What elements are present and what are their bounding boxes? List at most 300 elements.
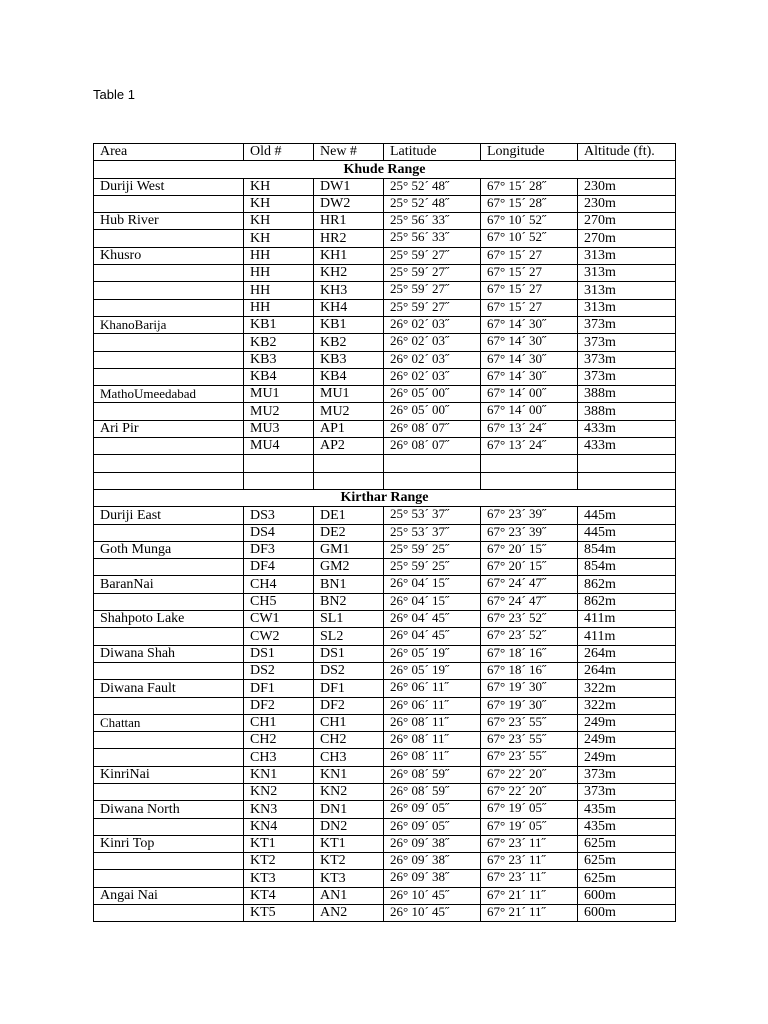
table-row bbox=[94, 282, 676, 299]
table-row bbox=[94, 195, 676, 212]
cell-latitude: 26° 10´ 45˝ bbox=[384, 887, 481, 904]
cell-altitude: 862m bbox=[578, 593, 676, 610]
cell-area: Goth Munga bbox=[94, 541, 244, 558]
cell-area bbox=[94, 662, 244, 679]
cell-area bbox=[94, 334, 244, 351]
cell-altitude: 249m bbox=[578, 732, 676, 749]
cell-latitude: 26° 04´ 45˝ bbox=[384, 611, 481, 628]
cell-latitude: 26° 08´ 11˝ bbox=[384, 732, 481, 749]
cell-longitude: 67° 23´ 52˝ bbox=[481, 611, 578, 628]
cell-area: Khusro bbox=[94, 247, 244, 264]
section-header-row bbox=[94, 161, 676, 178]
cell-old-number: MU3 bbox=[244, 420, 314, 437]
cell-area: Duriji East bbox=[94, 507, 244, 524]
cell-longitude: 67° 14´ 30˝ bbox=[481, 316, 578, 333]
section-title: Kirthar Range bbox=[94, 489, 676, 506]
cell-altitude: 388m bbox=[578, 403, 676, 420]
cell-new-number: KH3 bbox=[314, 282, 384, 299]
cell-old-number: KT4 bbox=[244, 887, 314, 904]
cell-old-number: DF2 bbox=[244, 697, 314, 714]
cell-new-number: BN1 bbox=[314, 576, 384, 593]
cell-longitude: 67° 13´ 24˝ bbox=[481, 420, 578, 437]
cell-new-number: CH3 bbox=[314, 749, 384, 766]
cell-altitude: 373m bbox=[578, 316, 676, 333]
cell-old-number: KT5 bbox=[244, 905, 314, 922]
cell-longitude: 67° 23´ 52˝ bbox=[481, 628, 578, 645]
cell-longitude: 67° 24´ 47˝ bbox=[481, 593, 578, 610]
cell-latitude: 25° 53´ 37˝ bbox=[384, 524, 481, 541]
cell-new-number: KB1 bbox=[314, 316, 384, 333]
cell-new-number: KH2 bbox=[314, 265, 384, 282]
cell-old-number: KT3 bbox=[244, 870, 314, 887]
cell-old-number: KN2 bbox=[244, 783, 314, 800]
cell-area bbox=[94, 593, 244, 610]
cell-altitude: 373m bbox=[578, 766, 676, 783]
cell-longitude bbox=[481, 472, 578, 489]
cell-new-number: GM1 bbox=[314, 541, 384, 558]
cell-latitude bbox=[384, 472, 481, 489]
cell-new-number: BN2 bbox=[314, 593, 384, 610]
cell-area bbox=[94, 559, 244, 576]
table-row bbox=[94, 887, 676, 904]
cell-longitude: 67° 23´ 39˝ bbox=[481, 507, 578, 524]
cell-altitude: 433m bbox=[578, 438, 676, 455]
cell-area: KhanoBarija bbox=[94, 316, 244, 333]
cell-longitude: 67° 15´ 27 bbox=[481, 282, 578, 299]
cell-area bbox=[94, 732, 244, 749]
table-row bbox=[94, 680, 676, 697]
cell-area bbox=[94, 749, 244, 766]
cell-altitude: 230m bbox=[578, 178, 676, 195]
cell-area bbox=[94, 265, 244, 282]
cell-new-number: DS2 bbox=[314, 662, 384, 679]
cell-longitude: 67° 10´ 52˝ bbox=[481, 213, 578, 230]
table-row bbox=[94, 368, 676, 385]
cell-new-number: SL1 bbox=[314, 611, 384, 628]
cell-old-number: KH bbox=[244, 195, 314, 212]
table-row bbox=[94, 576, 676, 593]
cell-area bbox=[94, 783, 244, 800]
cell-new-number: AN1 bbox=[314, 887, 384, 904]
cell-new-number: DE2 bbox=[314, 524, 384, 541]
cell-old-number: KN1 bbox=[244, 766, 314, 783]
cell-area: Angai Nai bbox=[94, 887, 244, 904]
table-row bbox=[94, 455, 676, 472]
cell-latitude: 26° 04´ 15˝ bbox=[384, 593, 481, 610]
cell-new-number: KH4 bbox=[314, 299, 384, 316]
cell-old-number: DF3 bbox=[244, 541, 314, 558]
cell-latitude: 26° 05´ 19˝ bbox=[384, 662, 481, 679]
table-row bbox=[94, 420, 676, 437]
cell-new-number: AN2 bbox=[314, 905, 384, 922]
cell-old-number: CH1 bbox=[244, 714, 314, 731]
cell-new-number: DE1 bbox=[314, 507, 384, 524]
cell-latitude: 25° 59´ 25˝ bbox=[384, 559, 481, 576]
cell-old-number: DS4 bbox=[244, 524, 314, 541]
cell-longitude: 67° 20´ 15˝ bbox=[481, 541, 578, 558]
cell-longitude: 67° 14´ 30˝ bbox=[481, 351, 578, 368]
cell-old-number: CH4 bbox=[244, 576, 314, 593]
cell-altitude: 435m bbox=[578, 801, 676, 818]
cell-area bbox=[94, 282, 244, 299]
cell-latitude: 26° 08´ 07˝ bbox=[384, 438, 481, 455]
cell-latitude: 26° 08´ 59˝ bbox=[384, 766, 481, 783]
cell-old-number bbox=[244, 455, 314, 472]
cell-latitude bbox=[384, 455, 481, 472]
cell-altitude bbox=[578, 472, 676, 489]
cell-old-number: DS3 bbox=[244, 507, 314, 524]
cell-altitude: 411m bbox=[578, 628, 676, 645]
cell-latitude: 25° 59´ 25˝ bbox=[384, 541, 481, 558]
table-row bbox=[94, 541, 676, 558]
cell-old-number: HH bbox=[244, 247, 314, 264]
table-row bbox=[94, 870, 676, 887]
cell-latitude: 26° 04´ 15˝ bbox=[384, 576, 481, 593]
cell-altitude: 322m bbox=[578, 680, 676, 697]
cell-longitude: 67° 18´ 16˝ bbox=[481, 662, 578, 679]
cell-old-number: MU1 bbox=[244, 386, 314, 403]
cell-latitude: 26° 05´ 19˝ bbox=[384, 645, 481, 662]
cell-old-number: KB4 bbox=[244, 368, 314, 385]
cell-latitude: 26° 02´ 03˝ bbox=[384, 368, 481, 385]
cell-altitude: 322m bbox=[578, 697, 676, 714]
cell-latitude: 26° 08´ 59˝ bbox=[384, 783, 481, 800]
table-row bbox=[94, 472, 676, 489]
cell-longitude: 67° 15´ 28˝ bbox=[481, 195, 578, 212]
cell-new-number: KT3 bbox=[314, 870, 384, 887]
table-row bbox=[94, 438, 676, 455]
cell-new-number: CH2 bbox=[314, 732, 384, 749]
cell-altitude bbox=[578, 455, 676, 472]
cell-old-number: HH bbox=[244, 265, 314, 282]
table-row bbox=[94, 835, 676, 852]
cell-old-number: KT1 bbox=[244, 835, 314, 852]
cell-longitude: 67° 15´ 27 bbox=[481, 299, 578, 316]
cell-old-number: CH3 bbox=[244, 749, 314, 766]
cell-old-number: KH bbox=[244, 230, 314, 247]
cell-area: Chattan bbox=[94, 714, 244, 731]
cell-area: Diwana Fault bbox=[94, 680, 244, 697]
cell-new-number: KB4 bbox=[314, 368, 384, 385]
cell-old-number: HH bbox=[244, 282, 314, 299]
cell-latitude: 25° 52´ 48˝ bbox=[384, 195, 481, 212]
cell-altitude: 373m bbox=[578, 351, 676, 368]
cell-altitude: 373m bbox=[578, 368, 676, 385]
table-row bbox=[94, 386, 676, 403]
cell-longitude: 67° 18´ 16˝ bbox=[481, 645, 578, 662]
cell-latitude: 26° 08´ 11˝ bbox=[384, 749, 481, 766]
cell-area bbox=[94, 818, 244, 835]
cell-new-number: AP1 bbox=[314, 420, 384, 437]
cell-latitude: 25° 56´ 33˝ bbox=[384, 213, 481, 230]
cell-new-number bbox=[314, 455, 384, 472]
cell-altitude: 264m bbox=[578, 662, 676, 679]
cell-new-number bbox=[314, 472, 384, 489]
cell-new-number: KN2 bbox=[314, 783, 384, 800]
cell-area bbox=[94, 853, 244, 870]
cell-old-number: DF4 bbox=[244, 559, 314, 576]
header-longitude: Longitude bbox=[481, 144, 578, 161]
cell-longitude bbox=[481, 455, 578, 472]
cell-latitude: 26° 04´ 45˝ bbox=[384, 628, 481, 645]
cell-altitude: 270m bbox=[578, 213, 676, 230]
cell-latitude: 26° 10´ 45˝ bbox=[384, 905, 481, 922]
cell-latitude: 25° 52´ 48˝ bbox=[384, 178, 481, 195]
cell-altitude: 270m bbox=[578, 230, 676, 247]
cell-altitude: 445m bbox=[578, 507, 676, 524]
cell-latitude: 26° 05´ 00˝ bbox=[384, 386, 481, 403]
cell-new-number: MU1 bbox=[314, 386, 384, 403]
cell-latitude: 26° 09´ 05˝ bbox=[384, 801, 481, 818]
cell-old-number: KB2 bbox=[244, 334, 314, 351]
cell-altitude: 373m bbox=[578, 783, 676, 800]
table-caption: Table 1 bbox=[93, 87, 135, 102]
cell-latitude: 26° 06´ 11˝ bbox=[384, 697, 481, 714]
cell-altitude: 625m bbox=[578, 870, 676, 887]
cell-longitude: 67° 15´ 28˝ bbox=[481, 178, 578, 195]
cell-latitude: 26° 09´ 38˝ bbox=[384, 835, 481, 852]
cell-longitude: 67° 24´ 47˝ bbox=[481, 576, 578, 593]
cell-altitude: 854m bbox=[578, 541, 676, 558]
cell-area bbox=[94, 195, 244, 212]
cell-new-number: DF1 bbox=[314, 680, 384, 697]
cell-area bbox=[94, 628, 244, 645]
table-row bbox=[94, 403, 676, 420]
cell-altitude: 388m bbox=[578, 386, 676, 403]
cell-new-number: MU2 bbox=[314, 403, 384, 420]
header-altitude: Altitude (ft). bbox=[578, 144, 676, 161]
cell-area: MathoUmeedabad bbox=[94, 386, 244, 403]
table-row bbox=[94, 905, 676, 922]
cell-area: BaranNai bbox=[94, 576, 244, 593]
cell-area bbox=[94, 524, 244, 541]
cell-old-number: DS1 bbox=[244, 645, 314, 662]
sites-table bbox=[93, 143, 676, 922]
cell-altitude: 445m bbox=[578, 524, 676, 541]
table-row bbox=[94, 230, 676, 247]
cell-new-number: GM2 bbox=[314, 559, 384, 576]
header-latitude: Latitude bbox=[384, 144, 481, 161]
table-row bbox=[94, 766, 676, 783]
table-row bbox=[94, 593, 676, 610]
cell-altitude: 313m bbox=[578, 282, 676, 299]
cell-latitude: 26° 05´ 00˝ bbox=[384, 403, 481, 420]
cell-longitude: 67° 14´ 30˝ bbox=[481, 368, 578, 385]
cell-altitude: 435m bbox=[578, 818, 676, 835]
table-row bbox=[94, 732, 676, 749]
cell-altitude: 373m bbox=[578, 334, 676, 351]
cell-old-number: KB3 bbox=[244, 351, 314, 368]
cell-area bbox=[94, 403, 244, 420]
table-row bbox=[94, 316, 676, 333]
cell-latitude: 26° 09´ 38˝ bbox=[384, 870, 481, 887]
table-row bbox=[94, 818, 676, 835]
cell-altitude: 600m bbox=[578, 887, 676, 904]
cell-altitude: 854m bbox=[578, 559, 676, 576]
cell-longitude: 67° 23´ 55˝ bbox=[481, 732, 578, 749]
table-row bbox=[94, 334, 676, 351]
cell-old-number: KH bbox=[244, 178, 314, 195]
cell-area bbox=[94, 438, 244, 455]
section-title: Khude Range bbox=[94, 161, 676, 178]
cell-area: Hub River bbox=[94, 213, 244, 230]
cell-old-number: DS2 bbox=[244, 662, 314, 679]
cell-longitude: 67° 23´ 11˝ bbox=[481, 870, 578, 887]
cell-area bbox=[94, 230, 244, 247]
cell-longitude: 67° 23´ 39˝ bbox=[481, 524, 578, 541]
header-area: Area bbox=[94, 144, 244, 161]
cell-new-number: DN2 bbox=[314, 818, 384, 835]
cell-longitude: 67° 19´ 05˝ bbox=[481, 818, 578, 835]
cell-altitude: 313m bbox=[578, 265, 676, 282]
cell-new-number: KB3 bbox=[314, 351, 384, 368]
cell-latitude: 25° 53´ 37˝ bbox=[384, 507, 481, 524]
cell-new-number: CH1 bbox=[314, 714, 384, 731]
cell-area bbox=[94, 351, 244, 368]
cell-old-number: CW1 bbox=[244, 611, 314, 628]
cell-longitude: 67° 23´ 11˝ bbox=[481, 835, 578, 852]
cell-altitude: 249m bbox=[578, 749, 676, 766]
cell-latitude: 25° 59´ 27˝ bbox=[384, 265, 481, 282]
cell-area: Duriji West bbox=[94, 178, 244, 195]
cell-new-number: DF2 bbox=[314, 697, 384, 714]
cell-longitude: 67° 23´ 55˝ bbox=[481, 749, 578, 766]
cell-longitude: 67° 14´ 00˝ bbox=[481, 386, 578, 403]
cell-old-number: CH5 bbox=[244, 593, 314, 610]
cell-latitude: 25° 59´ 27˝ bbox=[384, 299, 481, 316]
cell-longitude: 67° 15´ 27 bbox=[481, 247, 578, 264]
cell-area: Ari Pir bbox=[94, 420, 244, 437]
table-row bbox=[94, 628, 676, 645]
cell-altitude: 230m bbox=[578, 195, 676, 212]
cell-altitude: 625m bbox=[578, 853, 676, 870]
table-row bbox=[94, 247, 676, 264]
cell-new-number: KB2 bbox=[314, 334, 384, 351]
cell-latitude: 26° 08´ 07˝ bbox=[384, 420, 481, 437]
cell-latitude: 26° 09´ 38˝ bbox=[384, 853, 481, 870]
cell-area: Diwana Shah bbox=[94, 645, 244, 662]
cell-altitude: 249m bbox=[578, 714, 676, 731]
cell-altitude: 433m bbox=[578, 420, 676, 437]
cell-old-number: KB1 bbox=[244, 316, 314, 333]
cell-longitude: 67° 13´ 24˝ bbox=[481, 438, 578, 455]
cell-latitude: 26° 02´ 03˝ bbox=[384, 316, 481, 333]
cell-old-number: HH bbox=[244, 299, 314, 316]
cell-longitude: 67° 22´ 20˝ bbox=[481, 783, 578, 800]
cell-old-number: KT2 bbox=[244, 853, 314, 870]
cell-new-number: SL2 bbox=[314, 628, 384, 645]
cell-new-number: DW1 bbox=[314, 178, 384, 195]
cell-altitude: 600m bbox=[578, 905, 676, 922]
table-row bbox=[94, 611, 676, 628]
cell-longitude: 67° 19´ 30˝ bbox=[481, 680, 578, 697]
table-body bbox=[94, 144, 676, 922]
header-old-number: Old # bbox=[244, 144, 314, 161]
table-row bbox=[94, 559, 676, 576]
cell-longitude: 67° 23´ 55˝ bbox=[481, 714, 578, 731]
cell-latitude: 26° 08´ 11˝ bbox=[384, 714, 481, 731]
table-row bbox=[94, 714, 676, 731]
cell-longitude: 67° 19´ 05˝ bbox=[481, 801, 578, 818]
table-row bbox=[94, 265, 676, 282]
cell-area bbox=[94, 368, 244, 385]
cell-latitude: 26° 02´ 03˝ bbox=[384, 351, 481, 368]
section-header-row bbox=[94, 489, 676, 506]
cell-old-number: CW2 bbox=[244, 628, 314, 645]
table-row bbox=[94, 299, 676, 316]
cell-altitude: 411m bbox=[578, 611, 676, 628]
cell-new-number: AP2 bbox=[314, 438, 384, 455]
cell-longitude: 67° 14´ 30˝ bbox=[481, 334, 578, 351]
cell-old-number: MU4 bbox=[244, 438, 314, 455]
cell-altitude: 862m bbox=[578, 576, 676, 593]
cell-altitude: 264m bbox=[578, 645, 676, 662]
cell-latitude: 26° 02´ 03˝ bbox=[384, 334, 481, 351]
cell-old-number: KN3 bbox=[244, 801, 314, 818]
cell-new-number: DN1 bbox=[314, 801, 384, 818]
cell-altitude: 313m bbox=[578, 247, 676, 264]
cell-area bbox=[94, 697, 244, 714]
header-new-number: New # bbox=[314, 144, 384, 161]
table-row bbox=[94, 783, 676, 800]
cell-area: KinriNai bbox=[94, 766, 244, 783]
cell-new-number: DS1 bbox=[314, 645, 384, 662]
cell-longitude: 67° 21´ 11˝ bbox=[481, 887, 578, 904]
cell-longitude: 67° 23´ 11˝ bbox=[481, 853, 578, 870]
cell-new-number: KT2 bbox=[314, 853, 384, 870]
cell-area: Kinri Top bbox=[94, 835, 244, 852]
cell-new-number: KN1 bbox=[314, 766, 384, 783]
table-row bbox=[94, 178, 676, 195]
table-row bbox=[94, 749, 676, 766]
cell-latitude: 25° 56´ 33˝ bbox=[384, 230, 481, 247]
cell-altitude: 625m bbox=[578, 835, 676, 852]
cell-longitude: 67° 10´ 52˝ bbox=[481, 230, 578, 247]
table-row bbox=[94, 697, 676, 714]
header-row bbox=[94, 144, 676, 161]
cell-old-number: MU2 bbox=[244, 403, 314, 420]
cell-longitude: 67° 20´ 15˝ bbox=[481, 559, 578, 576]
cell-area bbox=[94, 455, 244, 472]
cell-longitude: 67° 15´ 27 bbox=[481, 265, 578, 282]
cell-old-number bbox=[244, 472, 314, 489]
cell-area bbox=[94, 299, 244, 316]
table-row bbox=[94, 507, 676, 524]
cell-latitude: 26° 06´ 11˝ bbox=[384, 680, 481, 697]
cell-altitude: 313m bbox=[578, 299, 676, 316]
cell-longitude: 67° 14´ 00˝ bbox=[481, 403, 578, 420]
table-row bbox=[94, 524, 676, 541]
cell-old-number: KN4 bbox=[244, 818, 314, 835]
table-row bbox=[94, 801, 676, 818]
table-row bbox=[94, 213, 676, 230]
cell-new-number: HR2 bbox=[314, 230, 384, 247]
cell-latitude: 25° 59´ 27˝ bbox=[384, 247, 481, 264]
table-row bbox=[94, 662, 676, 679]
table-row bbox=[94, 351, 676, 368]
cell-old-number: CH2 bbox=[244, 732, 314, 749]
cell-new-number: KT1 bbox=[314, 835, 384, 852]
cell-area bbox=[94, 905, 244, 922]
cell-area bbox=[94, 870, 244, 887]
cell-old-number: DF1 bbox=[244, 680, 314, 697]
cell-longitude: 67° 21´ 11˝ bbox=[481, 905, 578, 922]
cell-old-number: KH bbox=[244, 213, 314, 230]
cell-area: Diwana North bbox=[94, 801, 244, 818]
cell-area: Shahpoto Lake bbox=[94, 611, 244, 628]
table-row bbox=[94, 645, 676, 662]
cell-longitude: 67° 22´ 20˝ bbox=[481, 766, 578, 783]
